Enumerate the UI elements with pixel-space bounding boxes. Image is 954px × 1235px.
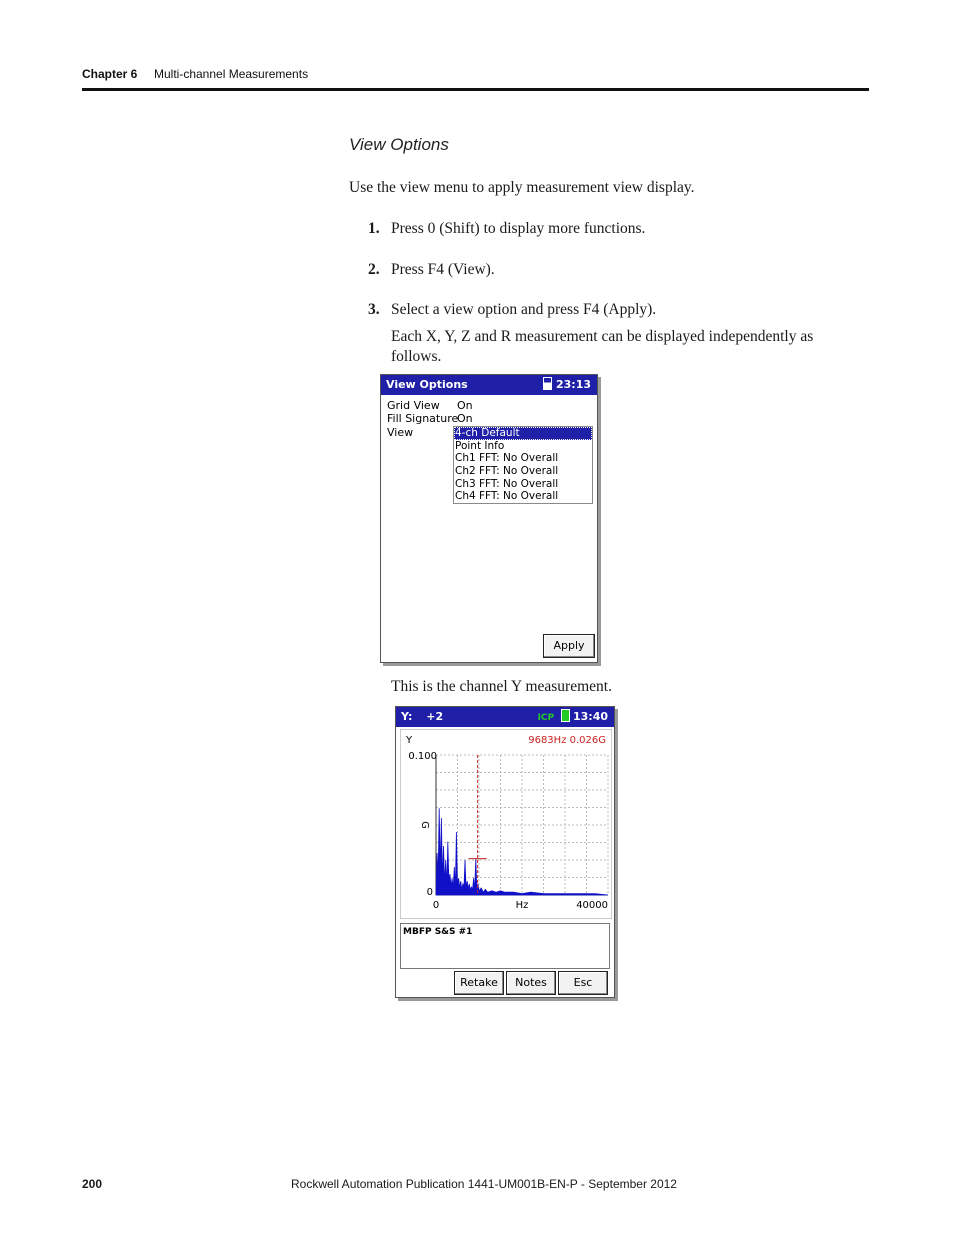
fft-chart [400, 729, 612, 919]
y-tick-label: 0.100 [408, 751, 437, 762]
list-item[interactable]: Point Info [455, 439, 505, 452]
option-row[interactable] [387, 399, 473, 412]
option-value: On [457, 399, 473, 412]
step-text: Press F4 (View). [391, 261, 495, 278]
x-tick-label: 0 [432, 900, 440, 911]
option-label: Grid View [387, 399, 440, 412]
chapter-label: Chapter 6 [82, 67, 138, 81]
option-value: On [457, 412, 473, 425]
esc-button[interactable]: Esc [558, 971, 608, 995]
clock: 13:40 [572, 710, 608, 723]
battery-icon [561, 709, 570, 722]
intro-text: Use the view menu to apply measurement view display. [349, 179, 695, 196]
view-options-screen [380, 374, 598, 663]
step-1 [368, 219, 646, 239]
header-rule [82, 88, 869, 91]
y-axis-label: G [419, 821, 430, 829]
chart-title: Y [406, 735, 413, 746]
retake-button[interactable]: Retake [454, 971, 504, 995]
screen-title: View Options [386, 378, 468, 391]
notes-text: MBFP S&S #1 [403, 927, 473, 937]
status-area [543, 375, 591, 395]
notes-box [400, 923, 610, 969]
step-2 [368, 260, 495, 280]
measurement-screen [395, 706, 615, 998]
section-title: Multi-channel Measurements [154, 67, 309, 81]
page-number: 200 [82, 1177, 103, 1191]
option-row[interactable] [387, 412, 473, 425]
channel-value: +2 [426, 710, 444, 723]
step-number: 2. [368, 261, 380, 278]
list-item[interactable]: Ch4 FFT: No Overall [455, 490, 559, 503]
option-label: View [387, 426, 414, 439]
publication-info: Rockwell Automation Publication 1441-UM001B-EN-P - September 2012 [291, 1177, 677, 1191]
step-number: 1. [368, 220, 380, 237]
clock: 23:13 [555, 378, 591, 391]
cursor-readout: 9683Hz 0.026G [528, 735, 606, 746]
x-tick-label: 40000 [576, 900, 608, 911]
x-axis-label: Hz [515, 900, 529, 911]
y-tick-label: 0 [426, 887, 433, 898]
view-list[interactable] [453, 426, 593, 504]
screen-title-bar [381, 375, 597, 395]
list-item[interactable]: Ch2 FFT: No Overall [455, 465, 559, 478]
notes-button[interactable]: Notes [506, 971, 556, 995]
channel-label: Y: [401, 710, 413, 723]
step-3-note: Each X, Y, Z and R measurement can be displayed independently as follows. [391, 328, 814, 365]
subheading: View Options [349, 135, 449, 154]
screen-title-bar [396, 707, 614, 727]
option-label: Fill Signature [387, 412, 459, 425]
apply-button[interactable]: Apply [543, 634, 595, 658]
list-item[interactable]: 4-ch Default [454, 427, 592, 440]
step-number: 3. [368, 301, 380, 318]
step-3 [368, 300, 657, 320]
running-header [82, 67, 309, 81]
step-text: Select a view option and press F4 (Apply). [391, 301, 657, 318]
battery-icon [543, 377, 552, 390]
icp-indicator: ICP [537, 713, 555, 723]
list-item[interactable]: Ch1 FFT: No Overall [455, 452, 559, 465]
list-item[interactable]: Ch3 FFT: No Overall [455, 477, 559, 490]
caption: This is the channel Y measurement. [391, 678, 612, 695]
step-text: Press 0 (Shift) to display more functions. [391, 220, 646, 237]
status-area [538, 707, 608, 728]
option-row[interactable] [387, 426, 413, 439]
